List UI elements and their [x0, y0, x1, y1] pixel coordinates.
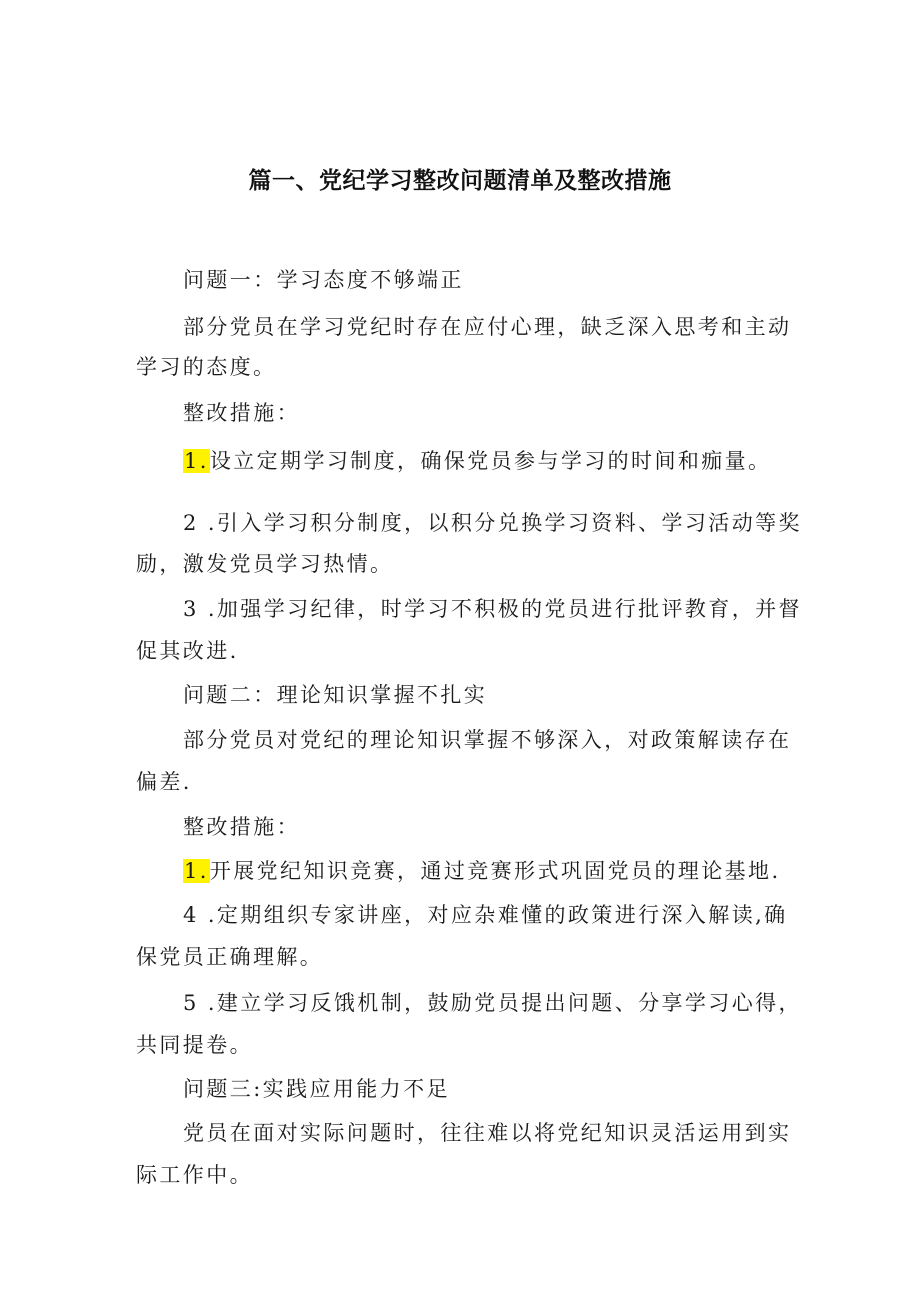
measure-2-1-text: 开展党纪知识竞赛，通过竞赛形式巩固党员的理论基地. [209, 859, 781, 883]
measure-2-2: 4 .定期组织专家讲座，对应杂难懂的政策进行深入解读,确 [183, 903, 788, 927]
problem-2-heading: 问题二：理论知识掌握不扎实 [183, 683, 488, 707]
highlight-marker: 1. [184, 859, 209, 883]
measure-2-1 [183, 856, 781, 886]
problem-2-description: 部分党员对党纪的理论知识掌握不够深入，对政策解读存在 [183, 728, 792, 752]
problem-3-description-cont: 际工作中。 [136, 1163, 253, 1187]
measures-heading-2: 整改措施： [183, 815, 300, 839]
problem-1-heading: 问题一：学习态度不够端正 [183, 268, 464, 292]
measure-1-2: 2 .引入学习积分制度，以积分兑换学习资料、学习活动等奖 [183, 511, 802, 535]
highlight-marker: 1. [184, 449, 209, 473]
document-title: 篇一、党纪学习整改问题清单及整改措施 [248, 168, 672, 194]
problem-2-description-cont: 偏差. [136, 770, 192, 794]
measure-1-2-cont: 励，激发党员学习热情。 [136, 552, 394, 576]
measure-2-2-cont: 保党员正确理解。 [136, 945, 324, 969]
problem-1-description-cont: 学习的态度。 [136, 355, 277, 379]
problem-1-description: 部分党员在学习党纪时存在应付心理，缺乏深入思考和主动 [183, 315, 792, 339]
measures-heading-1: 整改措施： [183, 401, 300, 425]
measure-1-1 [183, 446, 771, 476]
problem-3-heading: 问题三:实践应用能力不足 [183, 1077, 450, 1101]
measure-1-3: 3 .加强学习纪律，时学习不积极的党员进行批评教育，并督 [183, 597, 802, 621]
measure-1-3-cont: 促其改进. [136, 639, 239, 663]
measure-1-1-text: 设立定期学习制度，确保党员参与学习的时间和痂量。 [209, 449, 772, 473]
measure-2-3: 5 .建立学习反饿机制，鼓励党员提出问题、分享学习心得， [183, 991, 802, 1015]
measure-2-3-cont: 共同提卷。 [136, 1033, 253, 1057]
problem-3-description: 党员在面对实际问题时，往往难以将党纪知识灵活运用到实 [183, 1121, 792, 1145]
